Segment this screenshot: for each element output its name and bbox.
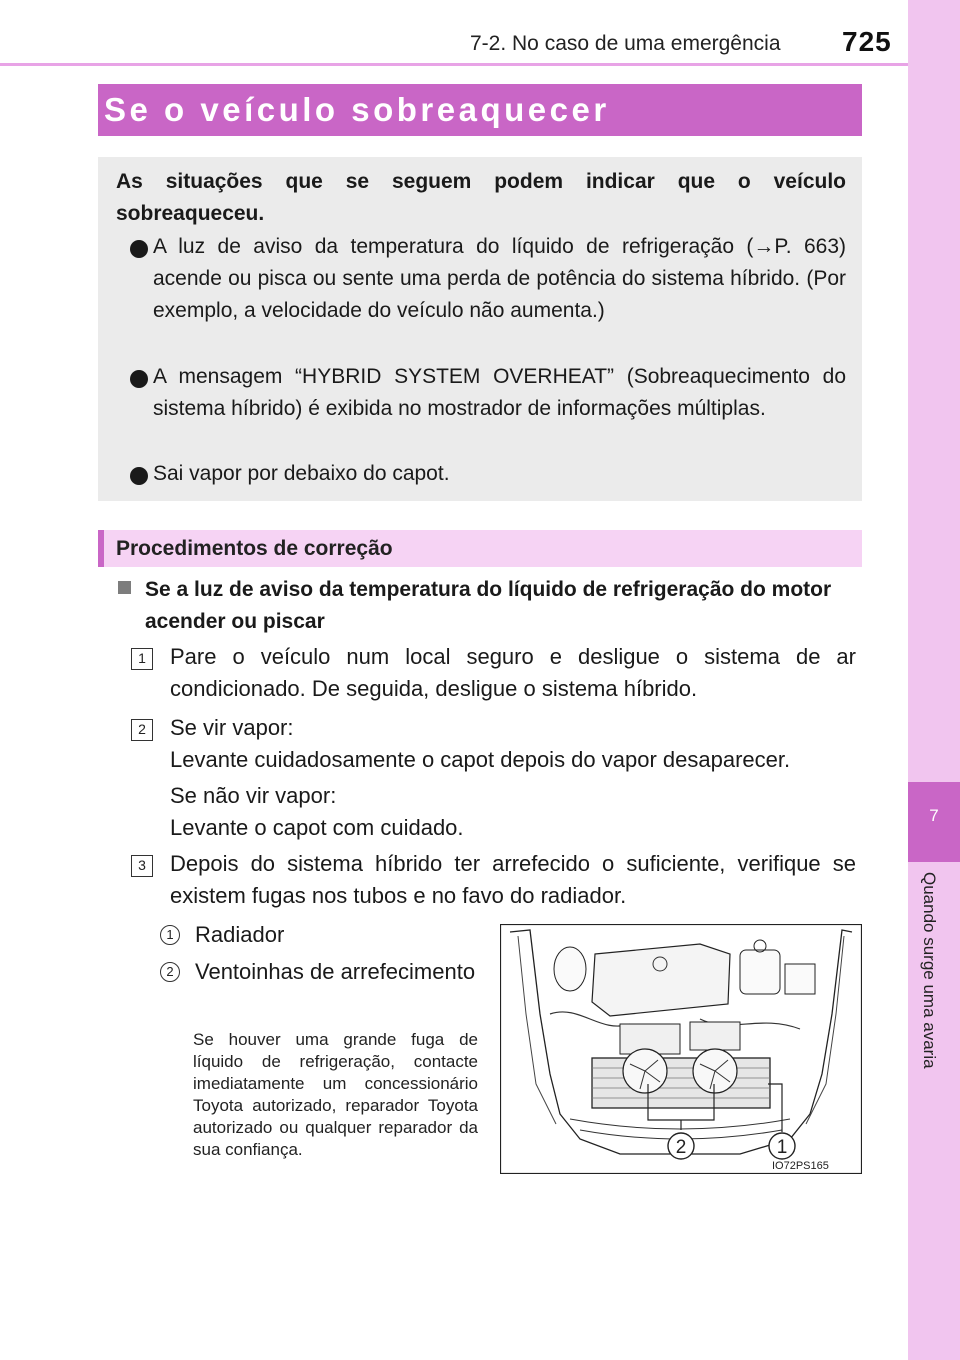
subheading: Se a luz de aviso da temperatura do líquido de refrigeração do motor acender ou piscar <box>145 578 832 633</box>
engine-bay-illustration <box>500 924 862 1174</box>
page-title: Se o veículo sobreaquecer <box>104 91 610 128</box>
note-text: Se houver uma grande fuga de líquido de refrigeração, contacte imediatamente um concessionário Toyota autorizado, reparador Toyota autorizado ou qualquer reparador da sua confiança. <box>193 1030 478 1159</box>
step-number: 2 <box>131 719 153 741</box>
bullet-icon <box>130 370 148 388</box>
step-text: Depois do sistema híbrido ter arrefecido o suficiente, verifique se existem fugas nos tubos e no favo do radiador. <box>170 851 856 908</box>
page-number: 725 <box>842 26 892 57</box>
info-bullet: A luz de aviso da temperatura do líquido de refrigeração (→P. 663) acende ou pisca ou sente uma perda de potência do sistema híbrido. (Por exemplo, a velocidade do veículo não aumenta.) <box>153 235 846 322</box>
chapter-title: Quando surge uma avaria <box>920 872 939 1069</box>
legend-number: 1 <box>160 925 180 945</box>
step-line: Levante cuidadosamente o capot depois do vapor desaparecer. <box>170 747 791 772</box>
info-intro: As situações que se seguem podem indicar que o veículo sobreaqueceu. <box>116 170 846 225</box>
figure-callout: 1 <box>776 1137 788 1158</box>
figure-code: IO72PS165 <box>772 1160 829 1172</box>
bullet-icon <box>130 467 148 485</box>
legend-label: Ventoinhas de arrefecimento <box>195 959 476 984</box>
step-text: Pare o veículo num local seguro e desligue o sistema de ar condicionado. De seguida, desligue o sistema híbrido. <box>170 644 856 701</box>
chapter-number: 7 <box>929 806 939 825</box>
legend-label: Radiador <box>195 922 285 947</box>
header-rule <box>0 63 908 66</box>
step-line: Levante o capot com cuidado. <box>170 815 464 840</box>
info-bullet: A mensagem “HYBRID SYSTEM OVERHEAT” (Sobreaquecimento do sistema híbrido) é exibida no mostrador de informações múltiplas. <box>153 365 846 420</box>
step-number: 3 <box>131 855 153 877</box>
figure-callout: 2 <box>675 1137 687 1158</box>
section-header: 7-2. No caso de uma emergência <box>470 32 781 55</box>
legend-number: 2 <box>160 962 180 982</box>
square-bullet-icon <box>118 581 131 594</box>
step-number: 1 <box>131 648 153 670</box>
chapter-side-tab <box>908 0 960 1360</box>
bullet-icon <box>130 240 148 258</box>
procedures-title: Procedimentos de correção <box>116 537 393 560</box>
step-line: Se vir vapor: <box>170 715 294 740</box>
step-line: Se não vir vapor: <box>170 783 337 808</box>
procedures-accent <box>98 530 104 567</box>
info-bullet: Sai vapor por debaixo do capot. <box>153 462 450 485</box>
